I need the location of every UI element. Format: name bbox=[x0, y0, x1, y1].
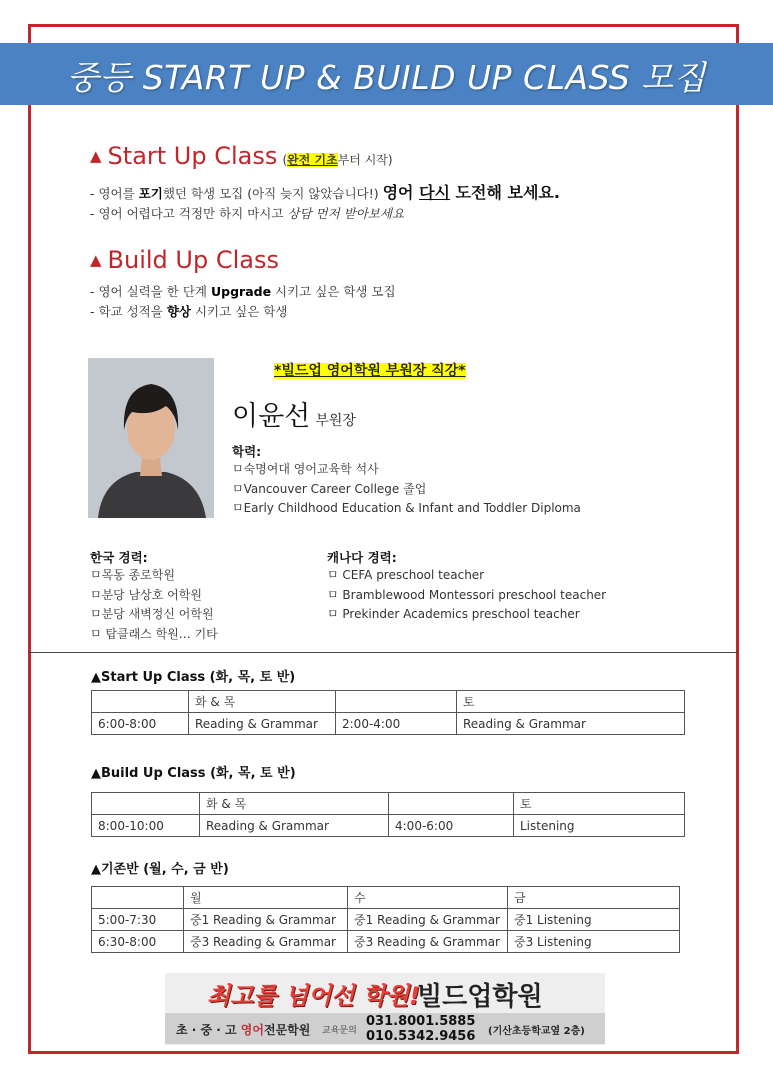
table-cell: Reading & Grammar bbox=[457, 713, 685, 735]
table-cell: Reading & Grammar bbox=[189, 713, 336, 735]
list-item: ㅁ분당 새벽정신 어학원 bbox=[90, 607, 214, 621]
triangle-icon: ▲ bbox=[90, 147, 102, 165]
text: - 학교 성적을 bbox=[90, 304, 167, 319]
korea-career-list bbox=[90, 566, 218, 644]
teacher-title: 부원장 bbox=[315, 413, 356, 429]
canada-career-label: 캐나다 경력: bbox=[327, 550, 397, 565]
table-cell bbox=[389, 793, 514, 815]
footer-phone-1: 031.8001.5885 bbox=[366, 1014, 476, 1029]
text-big-underline: 다시 bbox=[419, 183, 450, 202]
footer-specialty-text: 전문학원 bbox=[263, 1023, 311, 1037]
table-cell: 중1 Reading & Grammar bbox=[348, 909, 508, 931]
start-up-schedule-table bbox=[91, 690, 685, 735]
start-up-line-2 bbox=[90, 204, 404, 222]
text: - 영어 어렵다고 걱정만 하지 마시고 bbox=[90, 206, 288, 221]
table-cell: 중1 Listening bbox=[508, 909, 680, 931]
text: 했던 학생 모집 (아직 늦지 않았습니다!) bbox=[162, 186, 383, 201]
text: 시키고 싶은 학생 bbox=[190, 304, 288, 319]
footer-phones bbox=[366, 1014, 475, 1044]
table-cell bbox=[92, 887, 184, 909]
table-cell: 수 bbox=[348, 887, 508, 909]
table-cell bbox=[92, 691, 189, 713]
footer-academy-name: 빌드업학원 bbox=[417, 982, 543, 1012]
teacher-name: 이윤선 bbox=[232, 401, 311, 432]
table-cell: 월 bbox=[184, 887, 348, 909]
education-list bbox=[232, 460, 581, 519]
build-up-line-1 bbox=[90, 282, 396, 300]
canada-career-list bbox=[327, 566, 606, 625]
teacher-photo bbox=[88, 358, 214, 518]
build-up-schedule-table bbox=[91, 792, 685, 837]
education-label: 학력: bbox=[232, 444, 262, 459]
regular-schedule-table bbox=[91, 886, 680, 953]
start-up-line-1 bbox=[90, 180, 560, 203]
footer-english: 영어 bbox=[240, 1023, 264, 1037]
paren-open: ( bbox=[282, 153, 288, 167]
text-big: 영어 bbox=[382, 183, 420, 202]
text: 시키고 싶은 학생 모집 bbox=[271, 284, 396, 299]
text-bold: 향상 bbox=[166, 304, 191, 319]
table-row bbox=[92, 909, 680, 931]
table-cell: 8:00-10:00 bbox=[92, 815, 200, 837]
footer-inquiry-label: 교육문의 bbox=[322, 1026, 357, 1036]
footer-phone-2: 010.5342.9456 bbox=[366, 1029, 476, 1044]
text-bold: 포기 bbox=[138, 186, 163, 201]
text-bold: Upgrade bbox=[210, 284, 272, 299]
table-cell: 토 bbox=[457, 691, 685, 713]
table-row bbox=[92, 815, 685, 837]
start-up-title: Start Up Class bbox=[107, 142, 278, 170]
list-item: ㅁ Prekinder Academics preschool teacher bbox=[327, 607, 580, 621]
list-item: ㅁEarly Childhood Education & Infant and Toddler Diploma bbox=[232, 501, 581, 515]
build-up-title: Build Up Class bbox=[107, 246, 279, 274]
paren-rest: 부터 시작) bbox=[337, 153, 393, 167]
table-cell: 2:00-4:00 bbox=[336, 713, 457, 735]
build-up-schedule-title: ▲Build Up Class (화, 목, 토 반) bbox=[91, 766, 296, 781]
table-cell: 중3 Reading & Grammar bbox=[184, 931, 348, 953]
start-up-heading bbox=[90, 142, 393, 170]
table-header-row bbox=[92, 887, 680, 909]
table-cell: 금 bbox=[508, 887, 680, 909]
footer-levels: 초 · 중 · 고 bbox=[176, 1023, 241, 1037]
text: - 영어 실력을 한 단계 bbox=[90, 284, 211, 299]
list-item: ㅁ Bramblewood Montessori preschool teacher bbox=[327, 587, 607, 602]
list-item: ㅁ CEFA preschool teacher bbox=[327, 568, 485, 582]
table-row bbox=[92, 931, 680, 953]
table-cell: 중3 Listening bbox=[508, 931, 680, 953]
korea-career-label: 한국 경력: bbox=[90, 550, 148, 565]
list-item: ㅁ분당 남상호 어학원 bbox=[90, 587, 202, 602]
build-up-heading bbox=[90, 246, 279, 274]
text-italic: 상담 먼저 받아보세요 bbox=[287, 206, 405, 221]
table-cell: 중1 Reading & Grammar bbox=[184, 909, 348, 931]
table-header-row bbox=[92, 691, 685, 713]
table-cell: 4:00-6:00 bbox=[389, 815, 514, 837]
footer-slogan: 최고를 넘어선 학원! bbox=[207, 982, 421, 1010]
start-up-schedule-title: ▲Start Up Class (화, 목, 토 반) bbox=[91, 670, 296, 685]
table-cell: Listening bbox=[514, 815, 685, 837]
regular-schedule-title: ▲기존반 (월, 수, 금 반) bbox=[91, 862, 229, 877]
table-cell: 중3 Reading & Grammar bbox=[348, 931, 508, 953]
table-cell: 6:30-8:00 bbox=[92, 931, 184, 953]
text-big: 도전해 보세요. bbox=[449, 183, 560, 202]
table-cell: Reading & Grammar bbox=[200, 815, 389, 837]
table-row bbox=[92, 713, 685, 735]
teacher-name-row bbox=[232, 394, 356, 433]
teacher-tag bbox=[274, 360, 466, 380]
list-item: ㅁVancouver Career College 졸업 bbox=[232, 481, 427, 496]
table-cell: 토 bbox=[514, 793, 685, 815]
build-up-line-2 bbox=[90, 302, 287, 320]
banner-title: 중등 START UP & BUILD UP CLASS 모집 bbox=[66, 58, 707, 97]
highlight-basic: 완전 기초 bbox=[287, 153, 338, 167]
text: - 영어를 bbox=[90, 186, 139, 201]
footer-location: (기산초등학교옆 2층) bbox=[488, 1026, 585, 1037]
section-divider bbox=[28, 652, 739, 653]
table-header-row bbox=[92, 793, 685, 815]
table-cell: 6:00-8:00 bbox=[92, 713, 189, 735]
footer-specialty bbox=[176, 1021, 310, 1038]
triangle-icon: ▲ bbox=[90, 251, 102, 269]
table-cell: 화 & 목 bbox=[189, 691, 336, 713]
table-cell bbox=[336, 691, 457, 713]
list-item: ㅁ숙명여대 영어교육학 석사 bbox=[232, 462, 379, 476]
table-cell bbox=[92, 793, 200, 815]
teacher-tag-text: *빌드업 영어학원 부원장 직강* bbox=[274, 363, 466, 379]
table-cell: 화 & 목 bbox=[200, 793, 389, 815]
table-cell: 5:00-7:30 bbox=[92, 909, 184, 931]
list-item: ㅁ목동 종로학원 bbox=[90, 568, 175, 582]
list-item: ㅁ 탑클래스 학원… 기타 bbox=[90, 626, 218, 641]
